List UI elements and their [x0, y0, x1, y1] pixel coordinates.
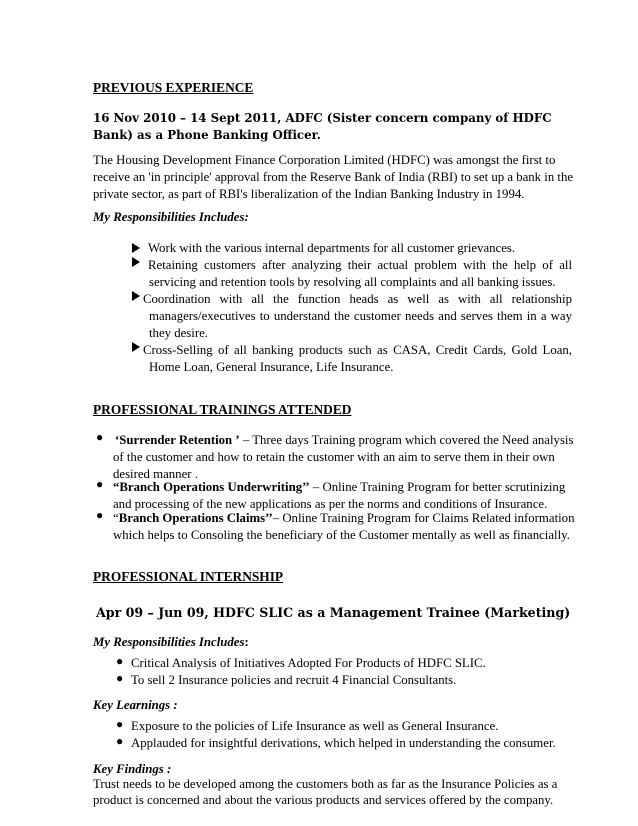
responsibility-continuation: managers/executives to understand the customer needs and serves them in a way: [149, 309, 572, 323]
responsibility-item: Cross-Selling of all banking products such as CASA, Credit Cards, Gold Loan,: [132, 342, 572, 359]
responsibility-item: Retaining customers after analyzing their actual problem with the help of all: [132, 257, 572, 274]
disc-bullet-icon: ●: [116, 734, 124, 748]
job-title-line-2: Bank) as a Phone Banking Officer.: [93, 128, 321, 142]
company-description-line: private sector, as part of RBI's liberalization of the Indian Banking Industry in 1994.: [93, 187, 525, 201]
trainings-heading: PROFESSIONAL TRAININGS ATTENDED: [93, 402, 352, 417]
training-continuation: and processing of the new applications as per the norms and conditions of Insurance.: [113, 497, 548, 511]
responsibility-item: Work with the various internal departments for all customer grievances.: [132, 240, 515, 257]
training-continuation: desired manner .: [113, 467, 198, 481]
internship-title: Apr 09 – Jun 09, HDFC SLIC as a Management Trainee (Marketing): [96, 605, 571, 620]
training-title: ‘Surrender Retention ’: [115, 433, 240, 447]
training-item: ‘Surrender Retention ’ – Three days Training program which covered the Need analysis: [115, 433, 574, 447]
training-item: “Branch Operations Underwriting’’ – Online Training Program for better scrutinizing: [113, 480, 566, 494]
key-findings-line: product is concerned and about the various products and services offered by the company.: [93, 793, 554, 807]
key-findings-line: Trust needs to be developed among the customers both as far as the Insurance Policies as a: [93, 777, 558, 791]
responsibility-continuation: they desire.: [149, 326, 208, 340]
training-item: “Branch Operations Claims’’– Online Training Program for Claims Related information: [113, 511, 575, 525]
internship-responsibility-item: To sell 2 Insurance policies and recruit 4 Financial Consultants.: [131, 673, 457, 687]
key-findings-heading: Key Findings :: [93, 762, 172, 776]
internship-responsibility-item: Critical Analysis of Initiatives Adopted For Products of HDFC SLIC.: [131, 656, 486, 670]
job-title-line-1: 16 Nov 2010 – 14 Sept 2011, ADFC (Sister concern company of HDFC: [93, 111, 552, 125]
disc-bullet-icon: ●: [96, 508, 104, 522]
internship-responsibilities-heading: My Responsibilities Includes:: [93, 635, 249, 649]
responsibility-continuation: Home Loan, General Insurance, Life Insurance.: [149, 360, 394, 374]
company-description-line: receive an 'in principle' approval from the Reserve Bank of India (RBI) to set up a bank in the: [93, 170, 574, 184]
key-learning-item: Applauded for insightful derivations, which helped in understanding the consumer.: [131, 736, 556, 750]
company-description-line: The Housing Development Finance Corporation Limited (HDFC) was amongst the first to: [93, 153, 556, 167]
disc-bullet-icon: ●: [96, 477, 104, 491]
arrow-bullet-icon: [132, 243, 140, 253]
key-learning-item: Exposure to the policies of Life Insurance as well as General Insurance.: [131, 719, 499, 733]
responsibility-item: Coordination with all the function heads as well as with all relationship: [132, 291, 572, 308]
disc-bullet-icon: ●: [96, 430, 104, 444]
disc-bullet-icon: ●: [116, 654, 124, 668]
disc-bullet-icon: ●: [116, 671, 124, 685]
disc-bullet-icon: ●: [116, 717, 124, 731]
key-learnings-heading: Key Learnings :: [93, 698, 178, 712]
arrow-bullet-icon: [132, 291, 140, 301]
training-continuation: of the customer and how to retain the customer with an aim to serve them in their own: [113, 450, 555, 464]
training-continuation: which helps to Consoling the beneficiary of the Customer mentally as well as financially.: [113, 528, 570, 542]
arrow-bullet-icon: [132, 342, 140, 352]
internship-heading: PROFESSIONAL INTERNSHIP: [93, 569, 284, 584]
training-title: Branch Operations Claims’’: [118, 511, 273, 525]
previous-experience-heading: PREVIOUS EXPERIENCE: [93, 80, 254, 95]
arrow-bullet-icon: [132, 257, 140, 267]
training-title: “Branch Operations Underwriting’’: [113, 480, 310, 494]
responsibilities-heading: My Responsibilities Includes:: [93, 210, 249, 224]
responsibility-continuation: servicing and retention tools by resolving all complaints and all banking issues.: [149, 275, 556, 289]
